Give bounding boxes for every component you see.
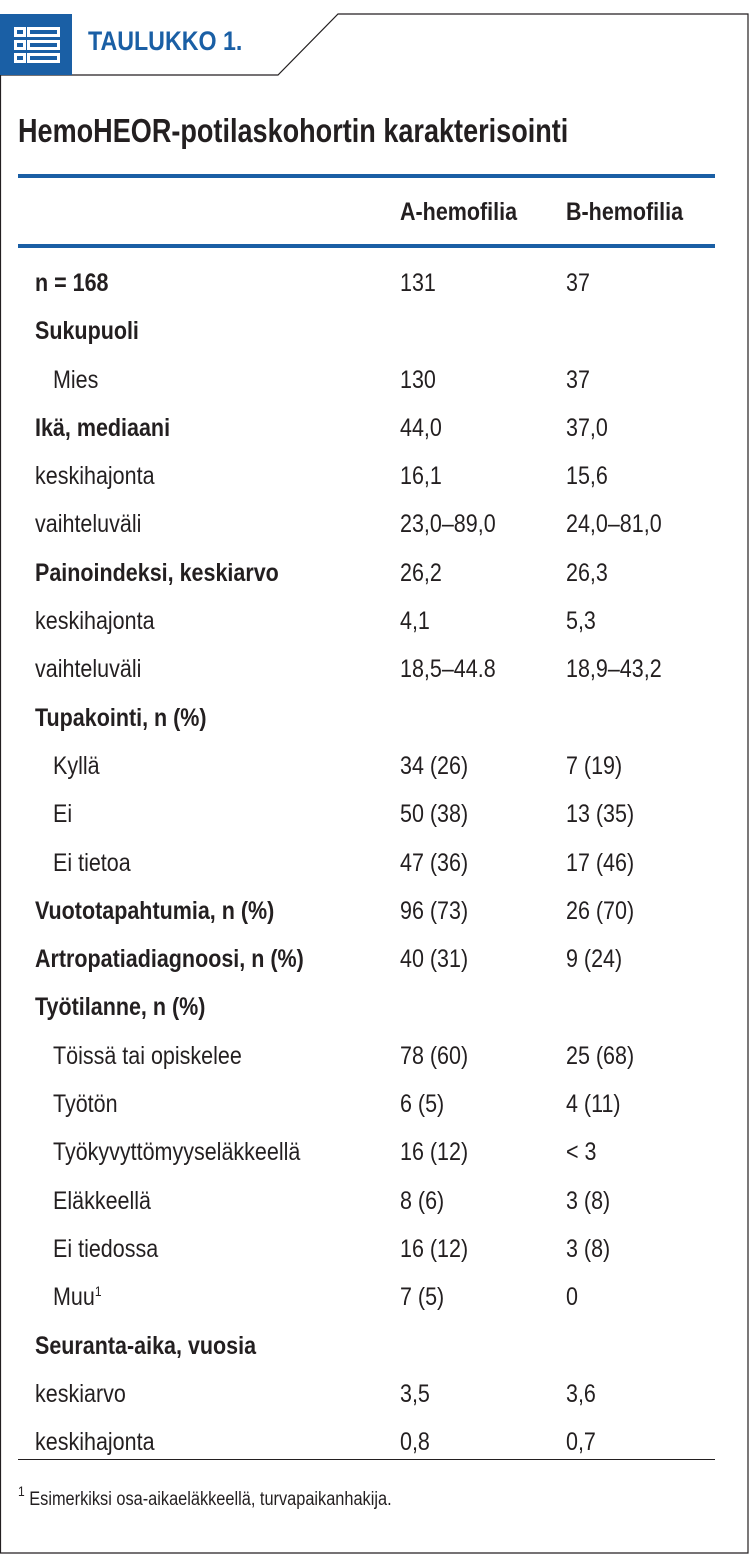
row-label-text: Muu [53,1283,95,1312]
row-label-text: Mies [53,365,99,394]
cell-b-hemofilia: < 3 [566,1138,597,1167]
table-row [0,261,749,309]
row-label-text: Ei tietoa [53,848,131,877]
cell-b-hemofilia: 26,3 [566,558,608,587]
row-label-text: Artropatiadiagnoosi, n (%) [35,945,304,974]
row-label-text: Ei tiedossa [53,1234,159,1263]
footnote-text: Esimerkiksi osa-aikaeläkkeellä, turvapaikanhakija. [24,1489,392,1510]
row-label [35,897,274,926]
table-row [0,647,749,695]
column-header-a: A-hemofilia [400,198,518,226]
row-label-text: keskihajonta [35,1428,155,1457]
table-row [0,309,749,357]
table-row [0,454,749,502]
cell-a-hemofilia: 16,1 [400,462,442,491]
row-label-text: Vuototapahtumia, n (%) [35,896,275,925]
table-row [0,744,749,792]
cell-a-hemofilia: 8 (6) [400,1186,445,1215]
cell-b-hemofilia: 13 (35) [566,800,635,829]
cell-a-hemofilia: 23,0–89,0 [400,510,496,539]
table-row [0,1130,749,1178]
row-label [35,317,139,346]
cell-a-hemofilia: 78 (60) [400,1041,469,1070]
row-label [53,1235,158,1264]
table-row [0,1324,749,1372]
table-row [0,937,749,985]
table-row [0,1227,749,1275]
bottom-rule [18,1459,715,1460]
header-rule [18,244,715,248]
row-label-text: Työtilanne, n (%) [35,993,206,1022]
table-row [0,502,749,550]
table-row [0,696,749,744]
cell-a-hemofilia: 44,0 [400,413,442,442]
cell-a-hemofilia: 96 (73) [400,896,469,925]
row-label [35,945,304,974]
row-label-text: Sukupuoli [35,317,139,346]
row-label [53,1042,242,1071]
cell-b-hemofilia: 0 [566,1283,578,1312]
row-label-text: keskihajonta [35,462,155,491]
cell-b-hemofilia: 0,7 [566,1428,596,1457]
table-body [0,261,749,1468]
row-label [53,1090,118,1119]
cell-b-hemofilia: 3,6 [566,1379,596,1408]
table-row [0,1034,749,1082]
row-label [35,462,155,491]
row-label-text: Työkyvyttömyyseläkkeellä [53,1138,301,1167]
cell-b-hemofilia: 37 [566,269,590,297]
cell-a-hemofilia: 130 [400,365,436,394]
row-label [35,269,109,298]
row-label [35,414,170,443]
cell-a-hemofilia: 6 (5) [400,1090,445,1119]
row-label [35,993,205,1022]
row-label-text: Ikä, mediaani [35,413,171,442]
row-label-text: Kyllä [53,751,100,780]
table-row [0,1372,749,1420]
top-rule [18,174,715,178]
row-label [53,800,72,829]
footnote [18,1483,392,1511]
row-label [35,607,155,636]
row-label [53,1138,300,1167]
cell-b-hemofilia: 9 (24) [566,945,623,974]
cell-b-hemofilia: 3 (8) [566,1234,611,1263]
cell-a-hemofilia: 131 [400,269,436,297]
cell-b-hemofilia: 15,6 [566,462,608,491]
row-label-text: vaihteluväli [35,655,142,684]
row-label [53,849,131,878]
cell-b-hemofilia: 25 (68) [566,1041,635,1070]
row-label-text: Eläkkeellä [53,1186,151,1215]
cell-b-hemofilia: 4 (11) [566,1090,621,1119]
row-label-text: Töissä tai opiskelee [53,1041,242,1070]
cell-b-hemofilia: 37,0 [566,413,608,442]
cell-a-hemofilia: 0,8 [400,1428,430,1457]
row-label [35,1380,126,1409]
cell-b-hemofilia: 17 (46) [566,848,635,877]
cell-b-hemofilia: 5,3 [566,607,596,636]
row-label [53,366,98,395]
table-title: HemoHEOR-potilaskohortin karakterisointi [18,112,569,149]
cell-b-hemofilia: 18,9–43,2 [566,655,662,684]
row-label-text: Painoindeksi, keskiarvo [35,558,279,587]
row-label [35,1332,256,1361]
cell-a-hemofilia: 34 (26) [400,751,469,780]
cell-b-hemofilia: 7 (19) [566,751,623,780]
row-label-text: Seuranta-aika, vuosia [35,1331,257,1360]
table-list-icon [0,14,72,75]
cell-b-hemofilia: 37 [566,365,590,394]
cell-a-hemofilia: 50 (38) [400,800,469,829]
cell-a-hemofilia: 4,1 [400,607,430,636]
cell-a-hemofilia: 40 (31) [400,945,469,974]
row-label-text: n = 168 [35,269,109,297]
cell-a-hemofilia: 18,5–44.8 [400,655,496,684]
cell-a-hemofilia: 7 (5) [400,1283,445,1312]
table-row [0,358,749,406]
row-label [35,510,141,539]
table-row [0,792,749,840]
row-label [53,1187,151,1216]
table-row [0,1420,749,1468]
row-label [53,752,100,781]
table-row [0,599,749,647]
row-label [35,704,207,733]
table-row [0,985,749,1033]
row-label-text: Työtön [53,1090,118,1119]
footnote-ref: 1 [94,1283,102,1300]
cell-a-hemofilia: 3,5 [400,1379,430,1408]
row-label [35,1428,155,1457]
footnote-mark: 1 [18,1483,25,1499]
cell-b-hemofilia: 3 (8) [566,1186,611,1215]
table-row [0,1275,749,1323]
column-header-b: B-hemofilia [566,198,684,226]
row-label [35,559,279,588]
table-row [0,551,749,599]
table-row [0,406,749,454]
table-tag: TAULUKKO 1. [88,26,243,56]
cell-a-hemofilia: 26,2 [400,558,442,587]
table-row [0,1179,749,1227]
cell-a-hemofilia: 16 (12) [400,1138,469,1167]
row-label [35,655,141,684]
table-row [0,1082,749,1130]
row-label-text: Tupakointi, n (%) [35,703,207,732]
cell-b-hemofilia: 26 (70) [566,896,635,925]
cell-a-hemofilia: 16 (12) [400,1234,469,1263]
cell-b-hemofilia: 24,0–81,0 [566,510,662,539]
row-label-text: Ei [53,800,73,829]
row-label-text: keskihajonta [35,607,155,636]
table-row [0,889,749,937]
cell-a-hemofilia: 47 (36) [400,848,469,877]
row-label-text: keskiarvo [35,1379,126,1408]
table-row [0,841,749,889]
row-label [53,1283,102,1312]
row-label-text: vaihteluväli [35,510,142,539]
